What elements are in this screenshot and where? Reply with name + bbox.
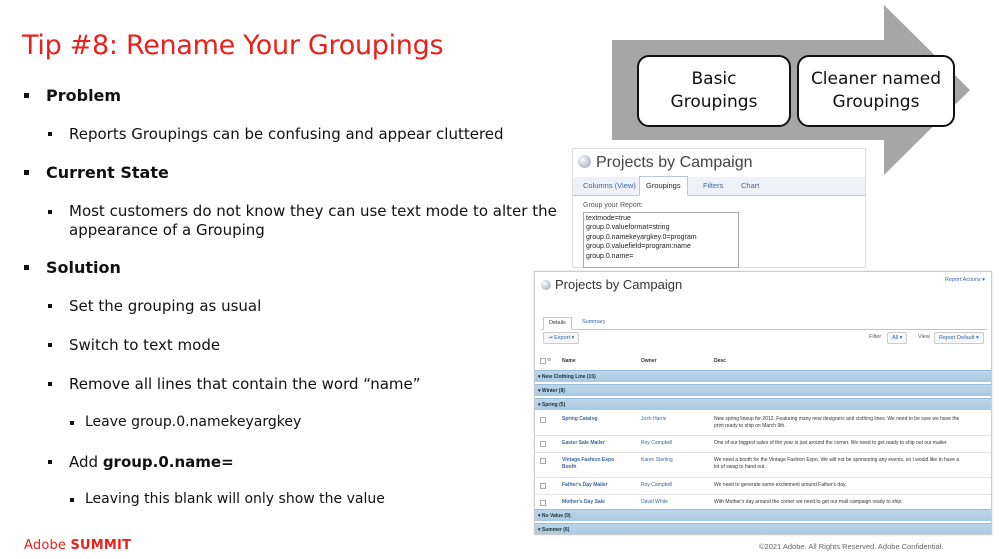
box1-line2: Groupings (670, 92, 758, 112)
bullet-dot (48, 304, 52, 308)
filter-dropdown[interactable]: All ▾ (887, 332, 907, 344)
row-desc (714, 457, 959, 471)
bullet-dot (70, 498, 74, 502)
row-desc-line1: New spring lineup for 2012. Featuring many new designers and clothing lines. We need to be sure we have the (714, 416, 960, 422)
groupings-editor-screenshot (572, 148, 866, 268)
report-toolbar (541, 331, 987, 345)
panel1-tabs (573, 177, 865, 196)
bullet-step4-bold: group.0.name= (102, 453, 234, 471)
tab-details[interactable]: Details (543, 317, 572, 330)
select-all-checkbox[interactable] (540, 358, 546, 364)
bullet-dot (24, 93, 29, 98)
row-owner[interactable]: Josh Harris (641, 416, 667, 422)
code-line: textmode=true (586, 215, 631, 222)
row-owner[interactable]: David White (641, 499, 668, 505)
bullet-step3-sub-text: Leave group.0.namekeyargkey (85, 414, 302, 430)
group-row[interactable]: ▾ No Value (9) (535, 509, 991, 521)
panel2-title-text: Projects by Campaign (555, 277, 683, 292)
bullet-step2-text: Switch to text mode (69, 336, 221, 354)
row-desc: One of our biggest sales of the year is just around the corner. We need to get ready to ship out our mailer. (714, 440, 948, 446)
box2-line2: Groupings (832, 92, 920, 112)
footer-text: Adobe (24, 538, 71, 553)
row-owner[interactable]: Roy Campbell (641, 440, 673, 446)
bullet-step3-text: Remove all lines that contain the word “name” (69, 375, 421, 393)
bullet-problem-text: Problem (46, 86, 122, 105)
row-owner[interactable]: Roy Campbell (641, 482, 673, 488)
bullet-step4-sub (85, 491, 385, 507)
table-row (535, 453, 991, 478)
bullet-step3-sub (85, 414, 301, 430)
bullet-current-sub (69, 202, 557, 240)
bullet-step4-sub-text: Leaving this blank will only show the value (85, 491, 385, 507)
panel1-title (578, 154, 753, 172)
bullet-step1-text: Set the grouping as usual (69, 297, 262, 315)
code-line: group.0.name= (586, 252, 634, 260)
bullet-current-state (46, 163, 169, 182)
row-name-line2: Booth (562, 464, 577, 470)
report-actions-menu[interactable]: Report Actions ▾ (944, 277, 985, 283)
tab-summary[interactable]: Summary (582, 319, 606, 325)
row-name[interactable]: Spring Catalog (562, 416, 598, 422)
row-name[interactable]: Father's Day Mailer (562, 482, 608, 488)
bullet-problem (46, 86, 121, 105)
row-owner[interactable]: Karen Sterling (641, 457, 673, 463)
group-your-report-label: Group your Report: (583, 202, 643, 209)
tab-columns-view[interactable]: Columns (View) (583, 181, 636, 190)
row-checkbox[interactable] (540, 483, 546, 489)
col-name[interactable]: Name (562, 358, 576, 364)
table-row (535, 412, 991, 436)
bullet-dot (48, 382, 52, 386)
row-name[interactable]: Mother's Day Sale (562, 499, 605, 505)
bullet-current-sub-line2: appearance of a Grouping (69, 221, 265, 239)
group-row[interactable]: ▾ Summer (6) (535, 523, 991, 535)
copyright-text: ©2021 Adobe. All Rights Reserved. Adobe Confidential. (759, 542, 944, 551)
view-dropdown[interactable]: Report Default ▾ (934, 332, 984, 344)
bullet-dot (48, 132, 52, 136)
bullet-current-sub-line1: Most customers do not know they can use text mode to alter the (69, 202, 557, 220)
report-globe-icon (541, 280, 551, 290)
basic-groupings-box (637, 55, 791, 127)
row-desc-line2: lot of swag to hand out. (714, 464, 766, 470)
bullet-step2 (69, 336, 220, 354)
panel2-tabs (541, 317, 987, 330)
row-name[interactable] (562, 457, 614, 471)
footer-text-bold: SUMMIT (70, 538, 132, 553)
row-desc (714, 416, 959, 430)
bullet-step4-prefix: Add (69, 453, 103, 471)
report-result-screenshot (534, 271, 992, 535)
panel1-title-text: Projects by Campaign (596, 154, 753, 171)
row-desc: We need to generate some excitement around Father's day. (714, 482, 847, 488)
bullet-step1 (69, 297, 261, 315)
panel2-title (541, 277, 682, 292)
adobe-summit-logo (24, 538, 131, 553)
export-button[interactable]: ⇥ Export ▾ (543, 332, 579, 344)
bullet-dot (48, 210, 52, 214)
code-line: group.0.valuefield=program:name (586, 243, 691, 251)
box1-line1: Basic (691, 69, 737, 89)
bullet-solution-text: Solution (46, 258, 121, 277)
bullet-current-text: Current State (46, 163, 169, 182)
row-checkbox[interactable] (540, 441, 546, 447)
code-line: group.0.valueformat=string (586, 224, 670, 232)
expand-all-icon[interactable]: ⊙ (547, 357, 552, 363)
table-row (535, 495, 991, 510)
bullet-dot (48, 460, 52, 464)
groupings-text-editor[interactable] (583, 212, 739, 268)
box2-line1: Cleaner named (810, 69, 942, 89)
row-name[interactable]: Easter Sale Mailer (562, 440, 605, 446)
cleaner-groupings-box (797, 55, 955, 127)
filter-label: Filter (869, 334, 882, 340)
group-row[interactable]: ▾ Winter (8) (535, 384, 991, 396)
table-row (535, 436, 991, 453)
bullet-problem-sub (69, 125, 504, 143)
bullet-dot (48, 343, 52, 347)
tab-chart[interactable]: Chart (741, 181, 760, 190)
view-label: View (918, 334, 930, 340)
row-desc: With Mother's day around the corner we need to get our mail campaign ready to ship. (714, 499, 903, 505)
bullet-dot (24, 170, 29, 175)
row-checkbox[interactable] (540, 500, 546, 506)
bullet-step3 (69, 375, 421, 393)
slide-title: Tip #8: Rename Your Groupings (22, 30, 444, 61)
group-row[interactable]: ▾ New Clothing Line (15) (535, 370, 991, 382)
row-name-line1: Vintage Fashion Expo (562, 457, 615, 463)
group-row[interactable]: ▾ Spring (5) (535, 398, 991, 410)
tab-groupings[interactable]: Groupings (639, 176, 688, 196)
bullet-dot (70, 421, 74, 425)
table-row (535, 478, 991, 495)
report-globe-icon (578, 155, 591, 168)
bullet-step4 (69, 453, 234, 471)
row-desc-line1: We need a booth for the Vintage Fashion Expo. We will not be sponsoring any events, so I would like to have a (714, 457, 960, 463)
row-checkbox[interactable] (540, 458, 546, 464)
row-checkbox[interactable] (540, 417, 546, 423)
table-header (535, 356, 991, 367)
tab-filters[interactable]: Filters (703, 181, 724, 190)
bullet-solution (46, 258, 121, 277)
bullet-problem-sub-text: Reports Groupings can be confusing and appear cluttered (69, 125, 504, 143)
col-desc[interactable]: Desc (714, 358, 726, 364)
col-owner[interactable]: Owner (641, 358, 657, 364)
row-desc-line2: print ready to ship on March 9th. (714, 423, 786, 429)
code-line: group.0.namekeyargkey.0=program (586, 233, 697, 241)
bullet-dot (24, 265, 29, 270)
